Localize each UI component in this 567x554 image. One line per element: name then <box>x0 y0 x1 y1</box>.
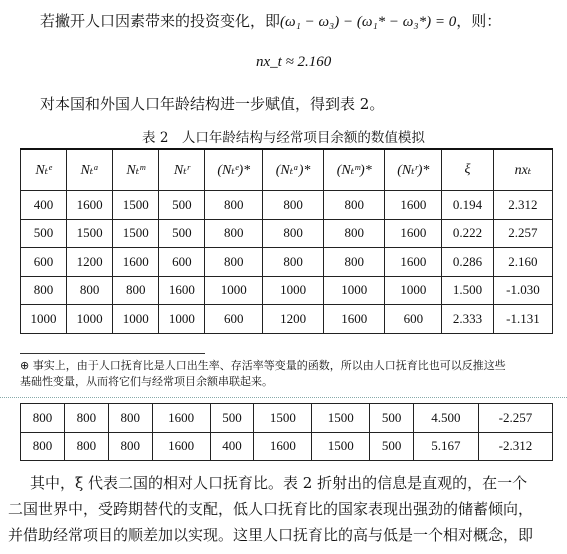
paragraph-2: 对本国和外国人口年龄结构进一步赋值，得到表 2。 <box>40 95 385 113</box>
table-cell: 800 <box>113 276 159 305</box>
table-cell: 600 <box>385 305 442 334</box>
table-cell: 1000 <box>67 305 113 334</box>
header-cell: Nₜᵉ <box>21 149 67 191</box>
table-cell: 600 <box>159 248 205 277</box>
table-row <box>21 276 553 305</box>
table-cell: 1200 <box>263 305 324 334</box>
table-cell: 1600 <box>385 219 442 248</box>
header-cell: ξ <box>442 149 494 191</box>
table-cell: 800 <box>64 432 108 461</box>
table-cell: 800 <box>324 248 385 277</box>
table-cell: 1200 <box>67 248 113 277</box>
table-cell: 5.167 <box>414 432 479 461</box>
table-cell: 0.286 <box>442 248 494 277</box>
table-cell: 1000 <box>21 305 67 334</box>
table-cell: -1.030 <box>493 276 552 305</box>
table-cell: 2.312 <box>493 191 552 220</box>
table-cell: 800 <box>263 219 324 248</box>
table-header-row <box>21 149 553 191</box>
table-cell: 800 <box>21 432 65 461</box>
header-cell: (Nₜʳ)* <box>385 149 442 191</box>
table-row <box>21 404 553 433</box>
table-row <box>21 248 553 277</box>
table-cell: 800 <box>108 432 152 461</box>
table-row <box>21 305 553 334</box>
table-row <box>21 219 553 248</box>
intro-formula: (ω₁ − ω₃) − (ω₁* − ω₃*) = 0 <box>280 14 457 30</box>
table-cell: 500 <box>159 191 205 220</box>
table-cell: 2.333 <box>442 305 494 334</box>
table-cell: 800 <box>205 248 263 277</box>
table-cell: 800 <box>205 219 263 248</box>
table-cell: 1000 <box>205 276 263 305</box>
table-cell: 800 <box>67 276 113 305</box>
table-cell: 2.160 <box>493 248 552 277</box>
table-cell: 800 <box>205 191 263 220</box>
table-cell: 800 <box>21 276 67 305</box>
table-cell: 800 <box>324 219 385 248</box>
table-cell: 1000 <box>263 276 324 305</box>
table-cell: 800 <box>21 404 65 433</box>
table-cell: 1500 <box>254 404 312 433</box>
table-cell: 500 <box>210 404 254 433</box>
table-cell: 800 <box>64 404 108 433</box>
header-cell: (Nₜᵐ)* <box>324 149 385 191</box>
table-cell: 500 <box>370 404 414 433</box>
table-cell: 1600 <box>152 404 210 433</box>
header-cell: Nₜᵃ <box>67 149 113 191</box>
data-table-continued <box>20 403 553 461</box>
header-cell: (Nₜᵃ)* <box>263 149 324 191</box>
table-cell: 800 <box>108 404 152 433</box>
header-cell: nxₜ <box>493 149 552 191</box>
table-cell: 4.500 <box>414 404 479 433</box>
table-cell: 1000 <box>324 276 385 305</box>
table-cell: -2.257 <box>478 404 552 433</box>
table-cell: 1600 <box>324 305 385 334</box>
table-cell: 1600 <box>67 191 113 220</box>
intro-line: 若撇开人口因素带来的投资变化，即(ω₁ − ω₃) − (ω₁* − ω₃*) = 0，则： <box>40 12 502 30</box>
table-cell: 1500 <box>113 191 159 220</box>
table-cell: 1600 <box>254 432 312 461</box>
table-cell: 1.500 <box>442 276 494 305</box>
footnote-marker: ⊕ <box>20 359 33 372</box>
table-cell: 0.222 <box>442 219 494 248</box>
table-cell: 0.194 <box>442 191 494 220</box>
footnote-rule <box>20 353 205 354</box>
paragraph-3: 其中，ξ 代表二国的相对人口抚育比。表 2 折射出的信息是直观的，在一个 二国世界中，受跨期替代的支配，低人口抚育比的国家表现出强劲的储蓄倾向， 并借助经常项目的顺差加以实现。这里人口抚育比的高与低是一个相对概念，即 <box>8 474 534 544</box>
page-break <box>0 397 567 398</box>
table-cell: 1500 <box>67 219 113 248</box>
formula-nx: nx_t ≈ 2.160 <box>256 54 332 70</box>
table-cell: 1500 <box>113 219 159 248</box>
table-row <box>21 432 553 461</box>
table-cell: 2.257 <box>493 219 552 248</box>
table-cell: -1.131 <box>493 305 552 334</box>
table-cell: 1600 <box>152 432 210 461</box>
table-cell: 1600 <box>159 276 205 305</box>
table-cell: 600 <box>21 248 67 277</box>
table-cell: 400 <box>210 432 254 461</box>
table-cell: 1500 <box>312 432 370 461</box>
table-caption: 表 2 人口年龄结构与经常项目余额的数值模拟 <box>142 130 425 146</box>
table-cell: 1000 <box>385 276 442 305</box>
table-cell: 800 <box>324 191 385 220</box>
table-cell: 800 <box>263 191 324 220</box>
table-row <box>21 191 553 220</box>
table-cell: 500 <box>370 432 414 461</box>
footnote: ⊕ 事实上，由于人口抚育比是人口出生率、存活率等变量的函数，所以由人口抚育比也可以反推这些 基础性变量，从而将它们与经常项目余额串联起来。 <box>20 359 506 388</box>
table-cell: 1000 <box>113 305 159 334</box>
table-cell: -2.312 <box>478 432 552 461</box>
table-cell: 1000 <box>159 305 205 334</box>
header-cell: Nₜʳ <box>159 149 205 191</box>
table-cell: 1600 <box>385 191 442 220</box>
table-cell: 1600 <box>385 248 442 277</box>
table-cell: 600 <box>205 305 263 334</box>
header-cell: (Nₜᵉ)* <box>205 149 263 191</box>
table-cell: 500 <box>21 219 67 248</box>
header-cell: Nₜᵐ <box>113 149 159 191</box>
table-cell: 1600 <box>113 248 159 277</box>
table-cell: 500 <box>159 219 205 248</box>
table-cell: 400 <box>21 191 67 220</box>
table-cell: 800 <box>263 248 324 277</box>
data-table <box>20 148 553 334</box>
table-cell: 1500 <box>312 404 370 433</box>
